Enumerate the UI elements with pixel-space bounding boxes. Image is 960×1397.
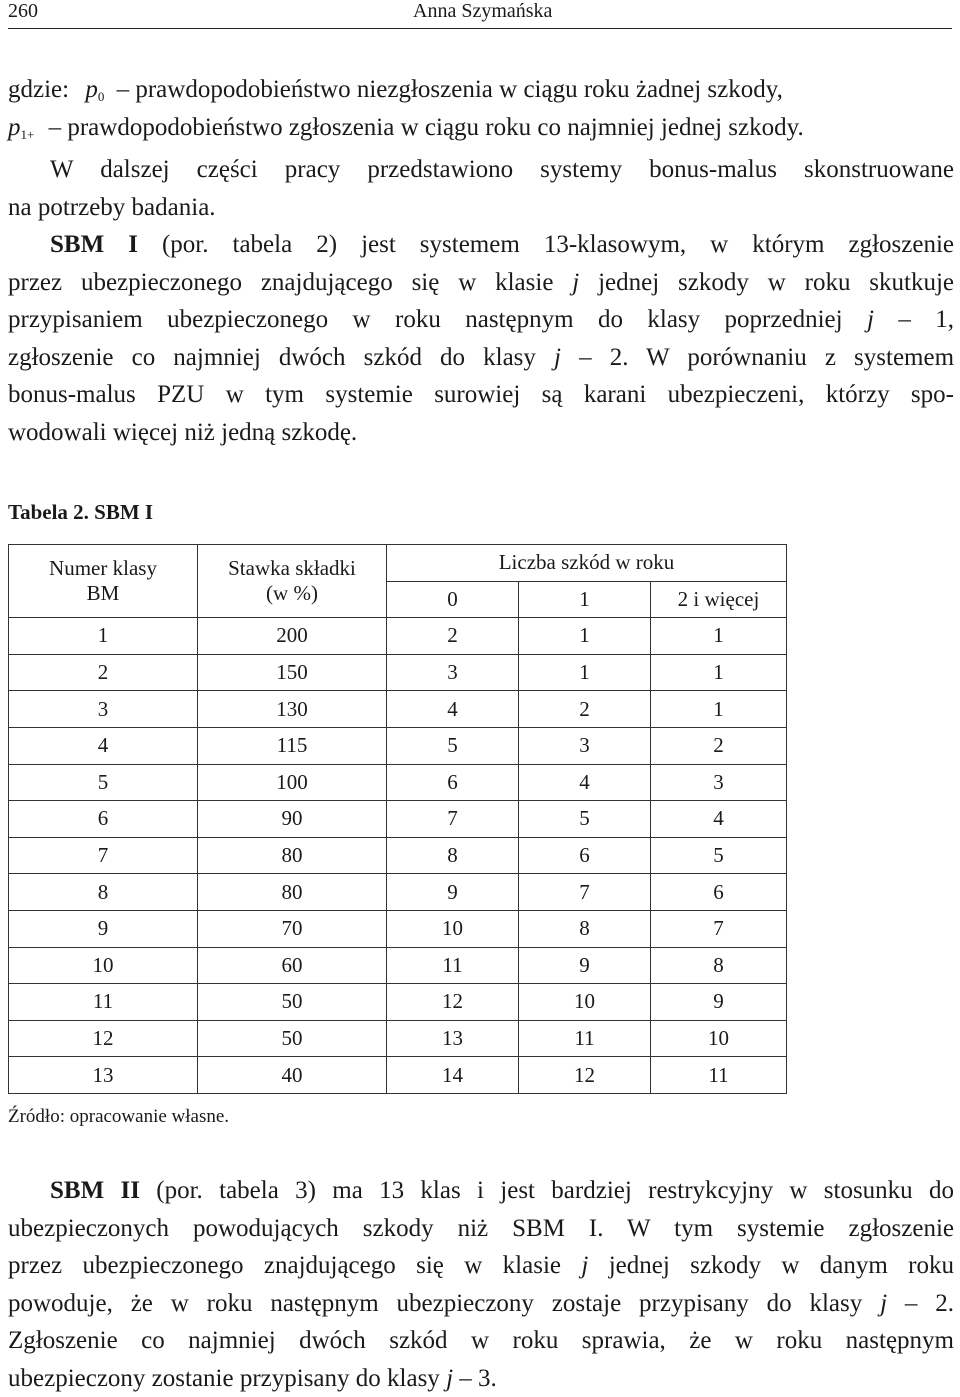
text-line: W dalszej części pracy przedstawiono systemy bonus-malus skonstruowane xyxy=(50,156,954,183)
cell-claims-0: 12 xyxy=(387,984,519,1021)
text-line: przypisaniem ubezpieczonego w roku następnym do klasy poprzedniej j – 1, xyxy=(8,306,955,333)
text-line: bonus-malus PZU w tym systemie surowiej są karani ubezpieczeni, którzy spo- xyxy=(8,381,954,408)
running-header xyxy=(8,0,952,29)
cell-claims-2plus: 8 xyxy=(651,947,787,984)
cell-claims-0: 14 xyxy=(387,1057,519,1094)
cell-rate: 50 xyxy=(198,1020,387,1057)
cell-class: 2 xyxy=(9,654,198,691)
cell-claims-1: 3 xyxy=(519,727,651,764)
text-line: SBM II (por. tabela 3) ma 13 klas i jest bardziej restrykcyjny w stosunku do xyxy=(50,1177,955,1204)
cell-claims-2plus: 1 xyxy=(651,618,787,655)
cell-claims-0: 13 xyxy=(387,1020,519,1057)
p1-symbol: p xyxy=(8,114,21,141)
cell-claims-1: 8 xyxy=(519,910,651,947)
cell-rate: 100 xyxy=(198,764,387,801)
table-row xyxy=(9,764,787,801)
cell-class: 3 xyxy=(9,691,198,728)
cell-claims-2plus: 10 xyxy=(651,1020,787,1057)
table-row xyxy=(9,618,787,655)
table-row xyxy=(9,691,787,728)
sbm1-label: SBM I xyxy=(50,231,138,258)
cell-rate: 200 xyxy=(198,618,387,655)
cell-claims-0: 6 xyxy=(387,764,519,801)
cell-class: 4 xyxy=(9,727,198,764)
cell-claims-2plus: 11 xyxy=(651,1057,787,1094)
p1-subscript: 1+ xyxy=(20,127,35,142)
definition-p0 xyxy=(8,76,783,104)
cell-claims-1: 11 xyxy=(519,1020,651,1057)
cell-class: 11 xyxy=(9,984,198,1021)
cell-class: 9 xyxy=(9,910,198,947)
cell-claims-2plus: 9 xyxy=(651,984,787,1021)
text-line: powoduje, że w roku następnym ubezpieczony zostaje przypisany do klasy j – 2. xyxy=(8,1289,955,1317)
cell-claims-1: 10 xyxy=(519,984,651,1021)
cell-claims-2plus: 3 xyxy=(651,764,787,801)
header-claims-1: 1 xyxy=(519,581,651,618)
cell-claims-0: 2 xyxy=(387,618,519,655)
sbm1-table xyxy=(8,544,787,1094)
table-row xyxy=(9,801,787,838)
p0-description: – prawdopodobieństwo niezgłoszenia w ciągu roku żadnej szkody, xyxy=(116,76,783,103)
cell-class: 1 xyxy=(9,618,198,655)
cell-claims-1: 1 xyxy=(519,618,651,655)
table-caption: Tabela 2. SBM I xyxy=(8,500,154,524)
cell-rate: 40 xyxy=(198,1057,387,1094)
cell-claims-0: 4 xyxy=(387,691,519,728)
cell-claims-1: 1 xyxy=(519,654,651,691)
sbm2-paragraph xyxy=(8,1172,954,1397)
text-line: wodowali więcej niż jedną szkodę. xyxy=(8,418,358,446)
table-row xyxy=(9,984,787,1021)
cell-class: 8 xyxy=(9,874,198,911)
definition-lead: gdzie: xyxy=(8,76,70,103)
cell-claims-1: 6 xyxy=(519,837,651,874)
text-line: ubezpieczonych powodujących szkody niż SBM I. W tym systemie zgłoszenie xyxy=(8,1214,954,1242)
cell-class: 7 xyxy=(9,837,198,874)
cell-class: 10 xyxy=(9,947,198,984)
table-row xyxy=(9,874,787,911)
p0-subscript: 0 xyxy=(97,89,105,104)
cell-claims-1: 4 xyxy=(519,764,651,801)
cell-rate: 90 xyxy=(198,801,387,838)
header-class: Numer klasy BM xyxy=(9,545,198,618)
cell-claims-2plus: 6 xyxy=(651,874,787,911)
cell-rate: 80 xyxy=(198,874,387,911)
text-line: na potrzeby badania. xyxy=(8,193,216,221)
p1-description: – prawdopodobieństwo zgłoszenia w ciągu roku co najmniej jednej szkody. xyxy=(48,114,804,141)
page-number: 260 xyxy=(8,0,38,22)
intro-paragraph xyxy=(8,151,954,226)
table-row xyxy=(9,654,787,691)
cell-claims-0: 9 xyxy=(387,874,519,911)
cell-claims-1: 7 xyxy=(519,874,651,911)
cell-claims-2plus: 5 xyxy=(651,837,787,874)
header-claims: Liczba szkód w roku xyxy=(387,545,787,582)
cell-claims-0: 10 xyxy=(387,910,519,947)
running-author: Anna Szymańska xyxy=(413,0,553,22)
cell-claims-0: 5 xyxy=(387,727,519,764)
cell-rate: 60 xyxy=(198,947,387,984)
cell-class: 6 xyxy=(9,801,198,838)
sbm2-label: SBM II xyxy=(50,1177,140,1204)
cell-claims-2plus: 1 xyxy=(651,691,787,728)
cell-rate: 80 xyxy=(198,837,387,874)
table-row xyxy=(9,910,787,947)
cell-claims-0: 3 xyxy=(387,654,519,691)
cell-claims-1: 9 xyxy=(519,947,651,984)
p0-symbol: p xyxy=(85,76,98,103)
cell-rate: 50 xyxy=(198,984,387,1021)
text-line: ubezpieczony zostanie przypisany do klasy j – 3. xyxy=(8,1364,497,1392)
table-body xyxy=(9,618,787,1094)
cell-claims-0: 11 xyxy=(387,947,519,984)
cell-claims-2plus: 7 xyxy=(651,910,787,947)
table-row xyxy=(9,1057,787,1094)
cell-claims-0: 8 xyxy=(387,837,519,874)
cell-claims-1: 5 xyxy=(519,801,651,838)
cell-rate: 130 xyxy=(198,691,387,728)
cell-claims-2plus: 4 xyxy=(651,801,787,838)
cell-rate: 115 xyxy=(198,727,387,764)
header-rate: Stawka składki (w %) xyxy=(198,545,387,618)
table-row xyxy=(9,947,787,984)
text-line: SBM I (por. tabela 2) jest systemem 13-klasowym, w którym zgłoszenie xyxy=(50,231,955,258)
cell-rate: 70 xyxy=(198,910,387,947)
sbm1-paragraph xyxy=(8,226,954,451)
cell-claims-0: 7 xyxy=(387,801,519,838)
cell-claims-1: 2 xyxy=(519,691,651,728)
cell-claims-2plus: 1 xyxy=(651,654,787,691)
definition-p1 xyxy=(8,114,804,142)
table-row xyxy=(9,727,787,764)
cell-class: 13 xyxy=(9,1057,198,1094)
text-line: przez ubezpieczonego znajdującego się w klasie j jednej szkody w danym roku xyxy=(8,1252,955,1279)
cell-claims-2plus: 2 xyxy=(651,727,787,764)
table-source: Źródło: opracowanie własne. xyxy=(8,1106,230,1127)
cell-rate: 150 xyxy=(198,654,387,691)
cell-class: 5 xyxy=(9,764,198,801)
header-claims-2plus: 2 i więcej xyxy=(651,581,787,618)
table-row xyxy=(9,837,787,874)
text-line: przez ubezpieczonego znajdującego się w klasie j jednej szkody w roku skutkuje xyxy=(8,268,955,296)
text-line: zgłoszenie co najmniej dwóch szkód do klasy j – 2. W porównaniu z systemem xyxy=(8,343,955,371)
cell-class: 12 xyxy=(9,1020,198,1057)
cell-claims-1: 12 xyxy=(519,1057,651,1094)
header-claims-0: 0 xyxy=(387,581,519,618)
table-row xyxy=(9,1020,787,1057)
text-line: Zgłoszenie co najmniej dwóch szkód w roku sprawia, że w roku następnym xyxy=(8,1327,954,1354)
